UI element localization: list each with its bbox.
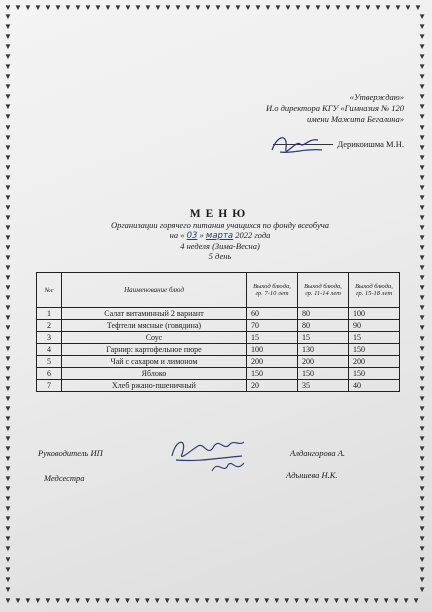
- dish-name: Салат витаминный 2 вариант: [62, 308, 247, 320]
- border-triangle-icon: ▼: [402, 596, 411, 605]
- border-triangle-icon: ▼: [4, 182, 12, 192]
- border-triangle-icon: ▼: [322, 596, 331, 605]
- border-triangle-icon: ▼: [418, 32, 426, 42]
- border-triangle-icon: ▼: [418, 534, 426, 544]
- border-triangle-icon: ▼: [4, 584, 12, 594]
- dish-name: Тефтели мясные (говядина): [62, 320, 247, 332]
- border-triangle-icon: ▼: [4, 142, 12, 152]
- border-triangle-icon: ▼: [4, 564, 12, 574]
- border-triangle-icon: ▼: [13, 596, 22, 605]
- border-triangle-icon: ▼: [103, 596, 112, 605]
- border-triangle-icon: ▼: [374, 3, 382, 12]
- table-row: [37, 332, 400, 344]
- border-triangle-icon: ▼: [302, 596, 311, 605]
- border-triangle-icon: ▼: [4, 403, 12, 413]
- border-triangle-icon: ▼: [104, 3, 112, 12]
- border-triangle-icon: ▼: [4, 92, 12, 102]
- portion-11-14: 150: [298, 368, 349, 380]
- border-triangle-icon: ▼: [74, 3, 82, 12]
- nurse-name: Адышева Н.К.: [286, 470, 338, 480]
- border-triangle-icon: ▼: [418, 544, 426, 554]
- border-triangle-icon: ▼: [418, 273, 426, 283]
- portion-7-10: 100: [247, 344, 298, 356]
- menu-header: [60, 208, 380, 261]
- border-triangle-icon: ▼: [418, 564, 426, 574]
- border-triangle-icon: ▼: [4, 313, 12, 323]
- border-triangle-icon: ▼: [163, 596, 172, 605]
- border-triangle-icon: ▼: [93, 596, 102, 605]
- border-triangle-icon: ▼: [4, 3, 12, 12]
- border-triangle-icon: ▼: [232, 596, 241, 605]
- border-triangle-icon: ▼: [418, 132, 426, 142]
- border-triangle-icon: ▼: [334, 3, 342, 12]
- border-triangle-icon: ▼: [4, 253, 12, 263]
- border-triangle-icon: ▼: [203, 596, 211, 605]
- table-row: [37, 344, 400, 356]
- decorative-border-left: [4, 12, 12, 594]
- border-triangle-icon: ▼: [183, 596, 192, 605]
- border-triangle-icon: ▼: [324, 3, 332, 12]
- border-triangle-icon: ▼: [418, 172, 426, 182]
- border-triangle-icon: ▼: [64, 3, 72, 12]
- portion-11-14: 200: [298, 356, 349, 368]
- border-triangle-icon: ▼: [418, 22, 426, 32]
- portion-15-18: 100: [349, 308, 400, 320]
- border-triangle-icon: ▼: [4, 343, 12, 353]
- border-triangle-icon: ▼: [4, 42, 12, 52]
- border-triangle-icon: ▼: [418, 152, 426, 162]
- portion-11-14: 80: [298, 320, 349, 332]
- border-triangle-icon: ▼: [222, 596, 231, 605]
- border-triangle-icon: ▼: [418, 393, 426, 403]
- border-triangle-icon: ▼: [4, 444, 12, 454]
- border-triangle-icon: ▼: [153, 596, 162, 605]
- border-triangle-icon: ▼: [418, 102, 426, 112]
- border-triangle-icon: ▼: [392, 596, 401, 605]
- border-triangle-icon: ▼: [418, 524, 426, 534]
- border-triangle-icon: ▼: [418, 162, 426, 172]
- border-triangle-icon: ▼: [184, 3, 192, 12]
- border-triangle-icon: ▼: [24, 3, 32, 12]
- border-triangle-icon: ▼: [4, 484, 12, 494]
- border-triangle-icon: ▼: [418, 474, 426, 484]
- border-triangle-icon: ▼: [4, 303, 12, 313]
- border-triangle-icon: ▼: [4, 283, 12, 293]
- border-triangle-icon: ▼: [418, 253, 426, 263]
- border-triangle-icon: ▼: [4, 413, 12, 423]
- border-triangle-icon: ▼: [4, 243, 12, 253]
- border-triangle-icon: ▼: [4, 233, 12, 243]
- col-header-15-18: Выход блюда, гр. 15-18 лет: [349, 273, 400, 308]
- border-triangle-icon: ▼: [418, 142, 426, 152]
- director-name: Дерикоишма М.Н.: [337, 139, 404, 149]
- border-triangle-icon: ▼: [418, 454, 426, 464]
- border-triangle-icon: ▼: [4, 52, 12, 62]
- menu-table: [36, 272, 400, 392]
- border-triangle-icon: ▼: [418, 484, 426, 494]
- portion-11-14: 15: [298, 332, 349, 344]
- border-triangle-icon: ▼: [4, 152, 12, 162]
- border-triangle-icon: ▼: [23, 596, 32, 605]
- border-triangle-icon: ▼: [418, 323, 426, 333]
- border-triangle-icon: ▼: [4, 202, 12, 212]
- dish-name: Хлеб ржано-пшеничный: [62, 380, 247, 392]
- border-triangle-icon: ▼: [418, 82, 426, 92]
- border-triangle-icon: ▼: [404, 3, 412, 12]
- border-triangle-icon: ▼: [4, 464, 12, 474]
- border-triangle-icon: ▼: [274, 3, 282, 12]
- border-triangle-icon: ▼: [4, 172, 12, 182]
- border-triangle-icon: ▼: [4, 72, 12, 82]
- border-triangle-icon: ▼: [314, 3, 322, 12]
- border-triangle-icon: ▼: [174, 3, 182, 12]
- border-triangle-icon: ▼: [254, 3, 262, 12]
- border-triangle-icon: ▼: [418, 212, 426, 222]
- row-number: 1: [37, 308, 62, 320]
- border-triangle-icon: ▼: [418, 403, 426, 413]
- border-triangle-icon: ▼: [4, 333, 12, 343]
- border-triangle-icon: ▼: [362, 596, 371, 605]
- portion-7-10: 200: [247, 356, 298, 368]
- nurse-label: Медсестра: [44, 473, 85, 483]
- portion-15-18: 90: [349, 320, 400, 332]
- border-triangle-icon: ▼: [418, 182, 426, 192]
- border-triangle-icon: ▼: [304, 3, 312, 12]
- table-row: [37, 368, 400, 380]
- portion-15-18: 150: [349, 368, 400, 380]
- border-triangle-icon: ▼: [94, 3, 102, 12]
- border-triangle-icon: ▼: [418, 222, 426, 232]
- border-triangle-icon: ▼: [418, 584, 426, 594]
- border-triangle-icon: ▼: [193, 596, 202, 605]
- border-triangle-icon: ▼: [4, 162, 12, 172]
- border-triangle-icon: ▼: [63, 596, 72, 605]
- border-triangle-icon: ▼: [164, 3, 172, 12]
- border-triangle-icon: ▼: [252, 596, 261, 605]
- border-triangle-icon: ▼: [418, 373, 426, 383]
- border-triangle-icon: ▼: [418, 92, 426, 102]
- border-triangle-icon: ▼: [418, 433, 426, 443]
- border-triangle-icon: ▼: [4, 122, 12, 132]
- border-triangle-icon: ▼: [4, 293, 12, 303]
- border-triangle-icon: ▼: [4, 433, 12, 443]
- border-triangle-icon: ▼: [4, 323, 12, 333]
- border-triangle-icon: ▼: [342, 596, 351, 605]
- border-triangle-icon: ▼: [418, 494, 426, 504]
- portion-7-10: 150: [247, 368, 298, 380]
- supplier-label: Руководитель ИП: [38, 448, 103, 458]
- date-prefix: на «: [169, 230, 185, 240]
- border-triangle-icon: ▼: [234, 3, 242, 12]
- portion-15-18: 40: [349, 380, 400, 392]
- date-month: марта: [205, 231, 234, 241]
- border-triangle-icon: ▼: [4, 596, 12, 605]
- menu-date-line: [60, 230, 380, 241]
- border-triangle-icon: ▼: [173, 596, 182, 605]
- border-triangle-icon: ▼: [33, 596, 42, 605]
- border-triangle-icon: ▼: [4, 504, 12, 514]
- decorative-border-right: [418, 12, 426, 594]
- border-triangle-icon: ▼: [53, 596, 62, 605]
- border-triangle-icon: ▼: [418, 12, 426, 21]
- border-triangle-icon: ▼: [4, 514, 12, 524]
- border-triangle-icon: ▼: [4, 32, 12, 42]
- border-triangle-icon: ▼: [123, 596, 132, 605]
- date-separator: »: [199, 230, 204, 240]
- portion-11-14: 130: [298, 344, 349, 356]
- border-triangle-icon: ▼: [114, 3, 122, 12]
- border-triangle-icon: ▼: [418, 363, 426, 373]
- decorative-border-top: [4, 3, 422, 12]
- portion-11-14: 35: [298, 380, 349, 392]
- border-triangle-icon: ▼: [418, 42, 426, 52]
- portion-7-10: 15: [247, 332, 298, 344]
- border-triangle-icon: ▼: [194, 3, 202, 12]
- menu-title: МЕНЮ: [189, 208, 251, 220]
- border-triangle-icon: ▼: [382, 596, 391, 605]
- row-number: 2: [37, 320, 62, 332]
- dish-name: Чай с сахаром и лимоном: [62, 356, 247, 368]
- border-triangle-icon: ▼: [4, 524, 12, 534]
- border-triangle-icon: ▼: [4, 454, 12, 464]
- border-triangle-icon: ▼: [73, 596, 82, 605]
- border-triangle-icon: ▼: [418, 383, 426, 393]
- table-row: [37, 356, 400, 368]
- border-triangle-icon: ▼: [294, 3, 302, 12]
- border-triangle-icon: ▼: [418, 504, 426, 514]
- border-triangle-icon: ▼: [262, 596, 271, 605]
- border-triangle-icon: ▼: [144, 3, 152, 12]
- row-number: 4: [37, 344, 62, 356]
- row-number: 7: [37, 380, 62, 392]
- table-row: [37, 308, 400, 320]
- border-triangle-icon: ▼: [4, 62, 12, 72]
- table-row: [37, 380, 400, 392]
- border-triangle-icon: ▼: [418, 464, 426, 474]
- menu-subtitle: Организации горячего питания учащихся по фонду всеобуча: [110, 220, 330, 230]
- border-triangle-icon: ▼: [4, 212, 12, 222]
- decorative-border-bottom: [4, 596, 420, 605]
- portion-7-10: 70: [247, 320, 298, 332]
- border-triangle-icon: ▼: [418, 353, 426, 363]
- border-triangle-icon: ▼: [418, 313, 426, 323]
- border-triangle-icon: ▼: [113, 596, 122, 605]
- approval-heading: «Утверждаю»: [349, 92, 404, 102]
- col-header-7-10: Выход блюда, гр. 7-10 лет: [247, 273, 298, 308]
- approval-position: И.о директора КГУ «Гимназия № 120: [265, 103, 404, 113]
- border-triangle-icon: ▼: [4, 192, 12, 202]
- border-triangle-icon: ▼: [414, 3, 422, 12]
- border-triangle-icon: ▼: [4, 112, 12, 122]
- border-triangle-icon: ▼: [84, 3, 92, 12]
- border-triangle-icon: ▼: [134, 3, 142, 12]
- border-triangle-icon: ▼: [4, 82, 12, 92]
- supplier-name: Алдангорова А.: [290, 448, 346, 458]
- nurse-signature: [208, 455, 248, 479]
- portion-15-18: 150: [349, 344, 400, 356]
- border-triangle-icon: ▼: [4, 494, 12, 504]
- border-triangle-icon: ▼: [143, 596, 152, 605]
- date-year: 2022 года: [235, 230, 271, 240]
- border-triangle-icon: ▼: [4, 423, 12, 433]
- border-triangle-icon: ▼: [292, 596, 301, 605]
- col-header-11-14: Выход блюда, гр. 11-14 лет: [298, 273, 349, 308]
- border-triangle-icon: ▼: [4, 383, 12, 393]
- row-number: 5: [37, 356, 62, 368]
- border-triangle-icon: ▼: [284, 3, 292, 12]
- border-triangle-icon: ▼: [4, 12, 12, 21]
- row-number: 3: [37, 332, 62, 344]
- border-triangle-icon: ▼: [4, 554, 12, 564]
- approval-school-name: имени Мажита Бегалина»: [306, 114, 404, 124]
- border-triangle-icon: ▼: [418, 52, 426, 62]
- border-triangle-icon: ▼: [4, 393, 12, 403]
- border-triangle-icon: ▼: [4, 534, 12, 544]
- border-triangle-icon: ▼: [4, 574, 12, 584]
- border-triangle-icon: ▼: [4, 132, 12, 142]
- border-triangle-icon: ▼: [418, 112, 426, 122]
- border-triangle-icon: ▼: [364, 3, 372, 12]
- border-triangle-icon: ▼: [418, 263, 426, 273]
- table-row: [37, 320, 400, 332]
- border-triangle-icon: ▼: [204, 3, 212, 12]
- dish-name: Соус: [62, 332, 247, 344]
- dish-name: Гарнир: картофельное пюре: [62, 344, 247, 356]
- border-triangle-icon: ▼: [418, 72, 426, 82]
- border-triangle-icon: ▼: [54, 3, 62, 12]
- portion-15-18: 15: [349, 332, 400, 344]
- border-triangle-icon: ▼: [4, 102, 12, 112]
- border-triangle-icon: ▼: [133, 596, 142, 605]
- border-triangle-icon: ▼: [282, 596, 291, 605]
- border-triangle-icon: ▼: [418, 303, 426, 313]
- border-triangle-icon: ▼: [44, 3, 52, 12]
- border-triangle-icon: ▼: [4, 373, 12, 383]
- border-triangle-icon: ▼: [418, 122, 426, 132]
- border-triangle-icon: ▼: [272, 596, 281, 605]
- border-triangle-icon: ▼: [244, 3, 252, 12]
- border-triangle-icon: ▼: [312, 596, 321, 605]
- border-triangle-icon: ▼: [418, 202, 426, 212]
- border-triangle-icon: ▼: [418, 283, 426, 293]
- col-header-number: №с: [37, 273, 62, 308]
- border-triangle-icon: ▼: [418, 333, 426, 343]
- border-triangle-icon: ▼: [418, 243, 426, 253]
- border-triangle-icon: ▼: [418, 574, 426, 584]
- border-triangle-icon: ▼: [264, 3, 272, 12]
- portion-7-10: 20: [247, 380, 298, 392]
- border-triangle-icon: ▼: [224, 3, 232, 12]
- border-triangle-icon: ▼: [394, 3, 402, 12]
- border-triangle-icon: ▼: [43, 596, 52, 605]
- portion-11-14: 80: [298, 308, 349, 320]
- border-triangle-icon: ▼: [4, 353, 12, 363]
- border-triangle-icon: ▼: [354, 3, 362, 12]
- border-triangle-icon: ▼: [332, 596, 341, 605]
- border-triangle-icon: ▼: [4, 544, 12, 554]
- border-triangle-icon: ▼: [372, 596, 381, 605]
- border-triangle-icon: ▼: [344, 3, 352, 12]
- border-triangle-icon: ▼: [418, 62, 426, 72]
- border-triangle-icon: ▼: [242, 596, 251, 605]
- menu-week: 4 неделя (Зима-Весна): [180, 241, 260, 251]
- border-triangle-icon: ▼: [213, 596, 221, 605]
- border-triangle-icon: ▼: [418, 192, 426, 202]
- border-triangle-icon: ▼: [418, 514, 426, 524]
- table-header-row: [37, 273, 400, 308]
- border-triangle-icon: ▼: [83, 596, 92, 605]
- border-triangle-icon: ▼: [418, 423, 426, 433]
- border-triangle-icon: ▼: [412, 596, 420, 605]
- border-triangle-icon: ▼: [14, 3, 22, 12]
- col-header-dish: Наименование блюд: [62, 273, 247, 308]
- menu-day: 5 день: [208, 251, 232, 261]
- row-number: 6: [37, 368, 62, 380]
- portion-15-18: 200: [349, 356, 400, 368]
- border-triangle-icon: ▼: [418, 293, 426, 303]
- border-triangle-icon: ▼: [352, 596, 361, 605]
- border-triangle-icon: ▼: [418, 233, 426, 243]
- border-triangle-icon: ▼: [4, 22, 12, 32]
- border-triangle-icon: ▼: [384, 3, 392, 12]
- border-triangle-icon: ▼: [418, 413, 426, 423]
- border-triangle-icon: ▼: [34, 3, 42, 12]
- border-triangle-icon: ▼: [4, 273, 12, 283]
- border-triangle-icon: ▼: [418, 343, 426, 353]
- border-triangle-icon: ▼: [124, 3, 132, 12]
- border-triangle-icon: ▼: [4, 263, 12, 273]
- border-triangle-icon: ▼: [4, 222, 12, 232]
- director-signature: [266, 130, 326, 162]
- date-day: 03: [186, 231, 198, 241]
- border-triangle-icon: ▼: [4, 363, 12, 373]
- portion-7-10: 60: [247, 308, 298, 320]
- border-triangle-icon: ▼: [418, 444, 426, 454]
- dish-name: Яблоко: [62, 368, 247, 380]
- border-triangle-icon: ▼: [154, 3, 162, 12]
- border-triangle-icon: ▼: [214, 3, 222, 12]
- border-triangle-icon: ▼: [418, 554, 426, 564]
- border-triangle-icon: ▼: [4, 474, 12, 484]
